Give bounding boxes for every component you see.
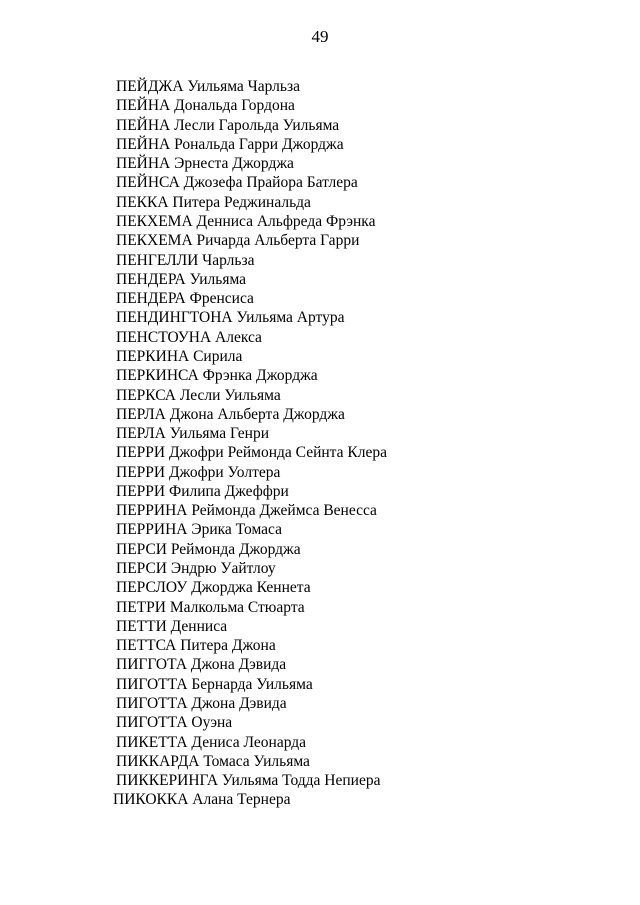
- list-item: ПЕТРИ Малкольма Стюарта: [116, 598, 305, 616]
- list-item: ПЕРРИ Филипа Джеффри: [116, 482, 289, 500]
- list-item: ПИГОТТА Оуэна: [116, 714, 233, 732]
- page-number: 49: [311, 27, 329, 46]
- list-item: ПЕНСТОУНА Алекса: [116, 328, 262, 346]
- list-item: ПЕНГЕЛЛИ Чарльза: [116, 251, 255, 269]
- list-item: ПЕРСИ Эндрю Уайтлоу: [116, 560, 276, 578]
- list-item: ПЕЙНА Рональда Гарри Джорджа: [116, 135, 344, 153]
- list-item: ПИГГОТА Джона Дэвида: [116, 656, 287, 674]
- list-item: ПЕРКИНА Сирила: [116, 347, 243, 365]
- list-item: ПИГОТТА Джона Дэвида: [116, 695, 287, 712]
- list-item: ПЕККА Питера Реджинальда: [116, 193, 311, 211]
- list-item: ПЕРРИНА Реймонда Джеймса Венесса: [116, 502, 377, 520]
- list-item: ПИКОККА Алана Тернера: [113, 791, 291, 809]
- list-item: ПЕРРИ Джофри Реймонда Сейнта Клера: [116, 444, 387, 462]
- list-item: ПЕРРИ Джофри Уолтера: [116, 463, 281, 481]
- list-item: ПЕТТИ Денниса: [116, 617, 228, 635]
- list-item: ПЕЙНА Дональда Гордона: [116, 97, 295, 115]
- list-item: ПЕНДЕРА Френсиса: [116, 290, 254, 308]
- list-item: ПЕЙДЖА Уильяма Чарльза: [116, 78, 300, 95]
- list-item: ПЕЙНА Эрнеста Джорджа: [116, 155, 294, 173]
- list-item: ПЕРЛА Уильяма Генри: [116, 425, 269, 443]
- list-item: ПЕРСИ Реймонда Джорджа: [116, 540, 301, 558]
- list-item: ПИККАРДА Томаса Уильяма: [116, 752, 310, 770]
- list-item: ПИГОТТА Бернарда Уильяма: [116, 675, 313, 693]
- list-item: ПЕРКСА Лесли Уильяма: [116, 386, 281, 404]
- list-item: ПЕРКИНСА Фрэнка Джорджа: [116, 367, 318, 385]
- list-item: ПИКЕТТА Дениса Леонарда: [116, 733, 307, 751]
- list-item: ПИККЕРИНГА Уильяма Тодда Непиера: [116, 772, 381, 790]
- list-item: ПЕКХЕМА Ричарда Альберта Гарри: [116, 232, 360, 250]
- list-item: ПЕЙНА Лесли Гарольда Уильяма: [116, 116, 340, 134]
- list-item: ПЕРРИНА Эрика Томаса: [116, 521, 282, 539]
- list-item: ПЕЙНСА Джозефа Прайора Батлера: [116, 174, 358, 192]
- list-item: ПЕТТСА Питера Джона: [116, 637, 276, 655]
- list-item: ПЕНДЕРА Уильяма: [116, 270, 247, 288]
- list-item: ПЕКХЕМА Денниса Альфреда Фрэнка: [116, 212, 376, 230]
- name-list: [113, 77, 387, 810]
- list-item: ПЕРСЛОУ Джорджа Кеннета: [116, 579, 311, 597]
- list-item: ПЕНДИНГТОНА Уильяма Артура: [116, 309, 345, 327]
- list-item: ПЕРЛА Джона Альберта Джорджа: [116, 405, 345, 423]
